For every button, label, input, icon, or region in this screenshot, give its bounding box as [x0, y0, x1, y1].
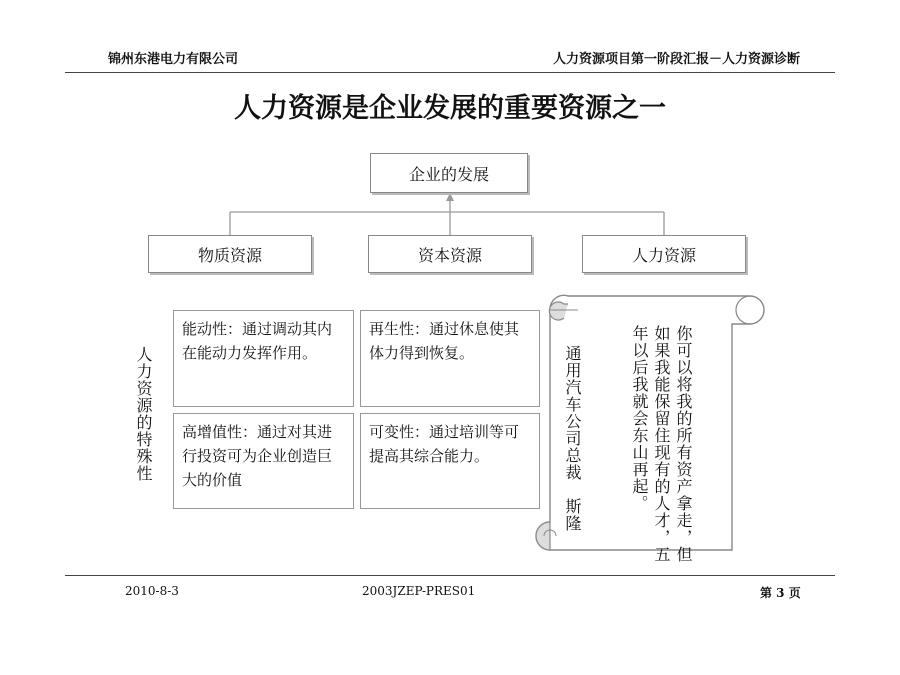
capital-resource-box: 资本资源	[368, 235, 532, 273]
cell-variable: 可变性：通过培训等可提高其综合能力。	[360, 413, 540, 509]
enterprise-development-box: 企业的发展	[370, 153, 528, 193]
report-title: 人力资源项目第一阶段汇报－人力资源诊断	[552, 52, 800, 67]
cell-high-value: 高增值性：通过对其进行投资可为企业创造巨大的价值	[173, 413, 354, 509]
slide-title: 人力资源是企业发展的重要资源之一	[234, 93, 666, 124]
scroll-attribution: 通用汽车公司总裁 斯隆	[563, 345, 582, 532]
cell-initiative: 能动性：通过调动其内在能动力发挥作用。	[173, 310, 354, 407]
company-name: 锦州东港电力有限公司	[108, 52, 239, 67]
human-resource-box: 人力资源	[582, 235, 746, 273]
footer-date: 2010-8-3	[125, 584, 179, 598]
footer-page: 第 3 页	[760, 586, 801, 600]
footer-divider	[65, 575, 835, 576]
arrow-head-icon	[446, 193, 454, 201]
scroll-quote: 你可以将我的所有资产拿走，但如果我能保留住现有的人才，五年以后我就会东山再起。	[630, 325, 693, 563]
side-label: 人力资源的特殊性	[134, 346, 153, 482]
cell-renewable: 再生性：通过休息使其体力得到恢复。	[360, 310, 540, 407]
footer-code: 2003JZEP-PRES01	[362, 584, 476, 598]
material-resource-box: 物质资源	[148, 235, 312, 273]
